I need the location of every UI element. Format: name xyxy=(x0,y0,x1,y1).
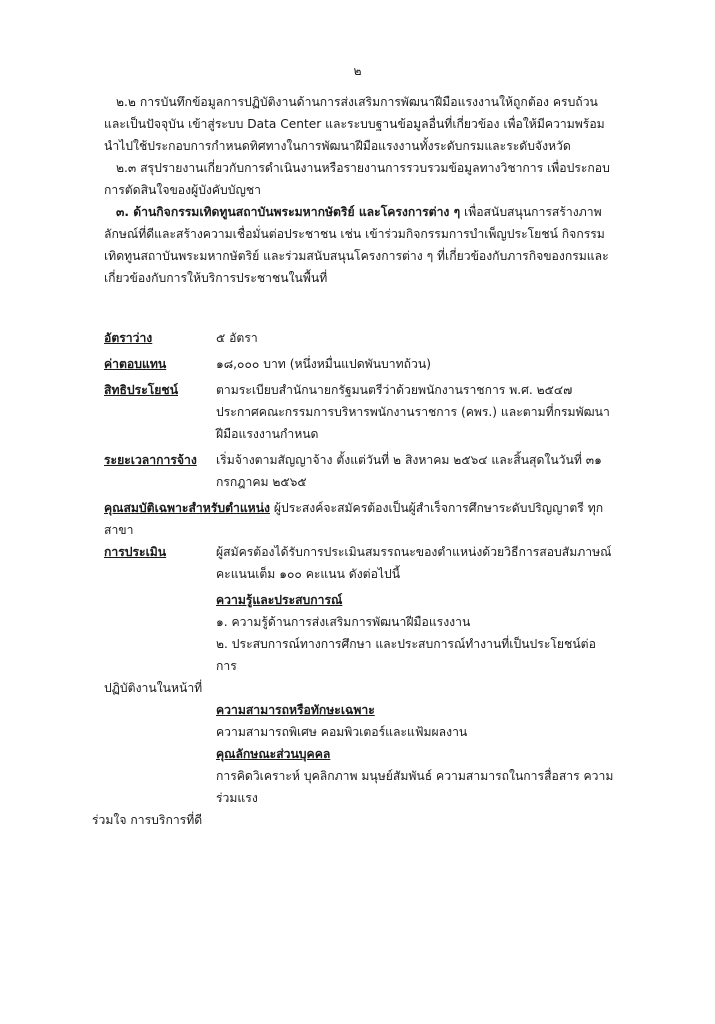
document-body xyxy=(92,91,616,831)
page-number: ๒ xyxy=(353,64,362,78)
vacancy-label: อัตราว่าง xyxy=(104,331,153,345)
section-spacer xyxy=(104,289,616,327)
personal-text: การคิดวิเคราะห์ บุคลิกภาพ มนุษย์สัมพันธ์ ความสามารถในการสื่อสาร ความร่วมแรง xyxy=(216,769,614,805)
benefits-value: ตามระเบียบสำนักนายกรัฐมนตรีว่าด้วยพนักงานราชการ พ.ศ. ๒๕๔๗ ประกาศคณะกรรมการบริหารพนักงานราชการ (คพร.) และตามที่กรมพัฒนาฝีมือแรงงานกำหนด xyxy=(216,383,610,441)
salary-row xyxy=(104,353,616,375)
qualification-label: คุณสมบัติเฉพาะสำหรับตำแหน่ง xyxy=(104,501,271,515)
period-value: เริ่มจ้างตามสัญญาจ้าง ตั้งแต่วันที่ ๒ สิงหาคม ๒๕๖๔ และสิ้นสุดในวันที่ ๓๑ กรกฎาคม ๒๕๖๕ xyxy=(216,453,602,489)
skill-heading: ความสามารถหรือทักษะเฉพาะ xyxy=(216,703,375,717)
salary-value: ๑๘,๐๐๐ บาท (หนึ่งหมื่นแปดพันบาทถ้วน) xyxy=(216,357,431,371)
knowledge-item-2-continuation: ปฏิบัติงานในหน้าที่ xyxy=(104,681,203,695)
vacancy-value: ๕ อัตรา xyxy=(216,331,258,345)
duty-item-2-3: ๒.๓ สรุปรายงานเกี่ยวกับการดำเนินงานหรือรายงานการรวบรวมข้อมูลทางวิชาการ เพื่อประกอบการตัดสินใจของผู้บังคับบัญชา xyxy=(104,161,610,197)
salary-label: ค่าตอบแทน xyxy=(104,357,167,371)
period-label: ระยะเวลาการจ้าง xyxy=(104,453,197,467)
assessment-value xyxy=(216,541,616,585)
benefits-row xyxy=(104,379,616,445)
qualification-row xyxy=(104,497,616,541)
knowledge-item-1: ๑. ความรู้ด้านการส่งเสริมการพัฒนาฝีมือแรงงาน xyxy=(216,615,471,629)
personal-text-continuation: ร่วมใจ การบริการที่ดี xyxy=(92,813,203,827)
knowledge-section xyxy=(104,589,616,677)
duty-item-2-2: ๒.๒ การบันทึกข้อมูลการปฏิบัติงานด้านการส่งเสริมการพัฒนาฝีมือแรงงานให้ถูกต้อง ครบถ้วน และเป็นปัจจุบัน เข้าสู่ระบบ Data Center และระบบฐานข้อมูลอื่นที่เกี่ยวข้อง เพื่อให้มีความพร้อมนำไปใช้ประกอบการกำหนดทิศทางในการพัฒนาฝีมือแรงงานทั้งระดับกรมและระดับจังหวัด xyxy=(104,95,605,153)
knowledge-item-2: ๒. ประสบการณ์ทางการศึกษา และประสบการณ์ทำงานที่เป็นประโยชน์ต่อการ xyxy=(216,637,596,673)
assessment-line-1: ผู้สมัครต้องได้รับการประเมินสมรรถนะของตำแหน่งด้วยวิธีการสอบสัมภาษณ์ xyxy=(216,545,612,559)
personal-heading: คุณลักษณะส่วนบุคคล xyxy=(216,747,331,761)
qualification-value: ผู้ประสงค์จะสมัครต้องเป็นผู้สำเร็จการศึกษาระดับปริญญาตรี ทุกสาขา xyxy=(104,501,604,537)
assessment-label: การประเมิน xyxy=(104,545,167,559)
vacancy-row xyxy=(104,327,616,349)
skill-text: ความสามารถพิเศษ คอมพิวเตอร์และแฟ้มผลงาน xyxy=(216,725,468,739)
knowledge-heading: ความรู้และประสบการณ์ xyxy=(216,593,343,607)
duty-item-3-text: เพื่อสนับสนุนการสร้างภาพลักษณ์ที่ดีและสร้างความเชื่อมั่นต่อประชาชน เช่น เข้าร่วมกิจกรรมการบำเพ็ญประโยชน์ กิจกรรมเทิดทูนสถาบันพระมหากษัตริย์ และร่วมสนับสนุนโครงการต่าง ๆ ที่เกี่ยวข้องกับภารกิจของกรมและเกี่ยวข้องกับการให้บริการประชาชนในพื้นที่ xyxy=(104,205,609,285)
skill-section xyxy=(104,699,616,809)
duty-item-3-heading: ๓. ด้านกิจกรรมเทิดทูนสถาบันพระมหากษัตริย์ และโครงการต่าง ๆ xyxy=(116,205,461,219)
assessment-row xyxy=(104,541,616,585)
assessment-line-2: คะแนนเต็ม ๑๐๐ คะแนน ดังต่อไปนี้ xyxy=(216,567,401,581)
duty-item-3 xyxy=(104,201,616,289)
benefits-label: สิทธิประโยชน์ xyxy=(104,383,179,397)
period-row xyxy=(104,449,616,493)
